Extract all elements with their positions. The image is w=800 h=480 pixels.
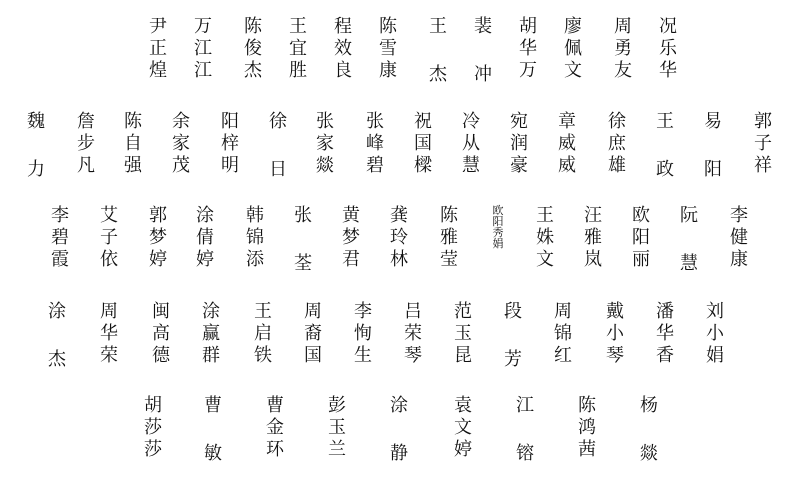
name-character: 龚 [390,205,408,226]
name-column [312,111,338,177]
name-column [750,111,776,177]
name-character: 荃 [294,253,312,274]
name-column [242,205,268,271]
name-character: 雅 [584,227,602,248]
name-column [350,301,376,367]
name-column [240,16,266,82]
name-column [436,205,462,271]
name-column [485,205,511,249]
name-character: 友 [614,60,632,81]
name-character: 荣 [404,323,422,344]
name-character: 子 [754,133,772,154]
name-character: 王 [254,301,272,322]
name-character: 胜 [289,60,307,81]
name-character: 峰 [366,133,384,154]
name-character: 欧 [492,204,504,217]
name-character: 汪 [584,205,602,226]
name-character: 王 [289,16,307,37]
name-character: 陈 [440,205,458,226]
name-character: 周 [614,16,632,37]
name-character: 张 [366,111,384,132]
name-character: 郭 [754,111,772,132]
name-character: 莎 [144,439,162,460]
name-character: 镕 [516,443,534,464]
name-character: 康 [730,249,748,270]
name-character: 袁 [454,395,472,416]
name-character: 高 [152,323,170,344]
name-character: 昆 [454,345,472,366]
name-character: 范 [454,301,472,322]
name-character: 华 [100,323,118,344]
name-character: 鸿 [578,417,596,438]
name-character: 杨 [640,395,658,416]
name-character: 佩 [564,38,582,59]
name-character: 国 [414,133,432,154]
name-character: 添 [246,249,264,270]
name-character: 健 [730,227,748,248]
name-column [44,301,70,371]
name-character: 玉 [454,323,472,344]
name-character: 尹 [149,16,167,37]
name-character: 明 [221,155,239,176]
name-column [655,16,681,82]
name-character: 环 [266,439,284,460]
name-column [285,16,311,82]
name-character: 吕 [404,301,422,322]
name-character: 慧 [462,155,480,176]
name-character: 魏 [27,111,45,132]
name-column [550,301,576,367]
name-column [628,205,654,271]
name-character: 杰 [244,60,262,81]
name-character: 慧 [680,253,698,274]
name-column [330,16,356,82]
name-character: 静 [390,443,408,464]
name-character: 陈 [124,111,142,132]
name-character: 阳 [492,215,504,228]
name-column [190,16,216,82]
name-column [386,395,412,465]
name-column [265,111,291,181]
name-character: 自 [124,133,142,154]
name-column [458,111,484,177]
name-character: 政 [656,159,674,180]
name-character: 生 [354,345,372,366]
name-character: 周 [304,301,322,322]
name-column [700,111,726,181]
name-column [726,205,752,271]
name-character: 祝 [414,111,432,132]
name-column [96,301,122,367]
name-column [450,301,476,367]
name-character: 家 [172,133,190,154]
name-character: 勇 [614,38,632,59]
name-character: 润 [510,133,528,154]
name-column [515,16,541,82]
name-character: 庶 [608,133,626,154]
name-character: 康 [379,60,397,81]
name-character: 力 [27,159,45,180]
name-character: 刘 [706,301,724,322]
name-character: 欧 [632,205,650,226]
name-character: 章 [558,111,576,132]
name-character: 程 [334,16,352,37]
name-character: 霞 [51,249,69,270]
name-character: 岚 [584,249,602,270]
name-column [410,111,436,177]
name-character: 效 [334,38,352,59]
name-character: 依 [100,249,118,270]
name-character: 徐 [269,111,287,132]
name-character: 金 [266,417,284,438]
name-character: 启 [254,323,272,344]
name-character: 家 [316,133,334,154]
name-character: 王 [656,111,674,132]
name-character: 娟 [706,345,724,366]
name-character: 荣 [100,345,118,366]
name-column [604,111,630,177]
name-character: 裴 [474,16,492,37]
name-column [386,205,412,271]
name-character: 宛 [510,111,528,132]
name-character: 涂 [48,301,66,322]
name-character: 良 [334,60,352,81]
name-character: 红 [554,345,572,366]
name-character: 芳 [504,349,522,370]
name-column [450,395,476,461]
name-column [324,395,350,461]
name-column [145,16,171,82]
name-character: 华 [519,38,537,59]
name-character: 子 [100,227,118,248]
name-character: 碧 [51,227,69,248]
name-character: 小 [706,323,724,344]
name-column [145,205,171,271]
name-character: 玲 [390,227,408,248]
name-character: 玉 [328,417,346,438]
name-character: 王 [536,205,554,226]
name-character: 阳 [221,111,239,132]
name-column [120,111,146,177]
name-character: 林 [390,249,408,270]
name-character: 华 [656,323,674,344]
name-character: 杰 [429,64,447,85]
name-character: 华 [659,60,677,81]
name-character: 凡 [77,155,95,176]
name-column [602,301,628,367]
name-character: 铁 [254,345,272,366]
name-character: 文 [454,417,472,438]
name-character: 张 [294,205,312,226]
name-character: 廖 [564,16,582,37]
name-column [262,395,288,461]
name-character: 兰 [328,439,346,460]
name-column [168,111,194,177]
name-character: 丽 [632,249,650,270]
name-character: 江 [194,60,212,81]
name-character: 雪 [379,38,397,59]
name-column [192,205,218,271]
name-character: 锦 [246,227,264,248]
name-column [362,111,388,177]
name-character: 燚 [316,155,334,176]
name-column [676,205,702,275]
name-character: 张 [316,111,334,132]
name-column [375,16,401,82]
name-character: 易 [704,111,722,132]
name-character: 婷 [196,249,214,270]
name-column [140,395,166,461]
name-character: 陈 [578,395,596,416]
name-column [425,16,451,86]
name-character: 宜 [289,38,307,59]
name-character: 琴 [404,345,422,366]
name-character: 秀 [492,226,504,239]
name-column [200,395,226,465]
name-character: 赢 [202,323,220,344]
name-character: 江 [194,38,212,59]
name-character: 梦 [149,227,167,248]
name-column [506,111,532,177]
name-character: 闽 [152,301,170,322]
name-character: 阳 [704,159,722,180]
name-character: 曹 [204,395,222,416]
name-character: 文 [564,60,582,81]
name-character: 李 [730,205,748,226]
name-character: 戴 [606,301,624,322]
name-character: 杰 [48,349,66,370]
name-character: 步 [77,133,95,154]
name-character: 碧 [366,155,384,176]
name-character: 锦 [554,323,572,344]
name-character: 俊 [244,38,262,59]
name-character: 万 [519,60,537,81]
name-column [532,205,558,271]
name-character: 煌 [149,60,167,81]
name-character: 雄 [608,155,626,176]
name-character: 德 [152,345,170,366]
name-character: 徐 [608,111,626,132]
name-character: 娟 [492,237,504,250]
name-character: 威 [558,155,576,176]
name-character: 从 [462,133,480,154]
name-column [198,301,224,367]
name-character: 彭 [328,395,346,416]
name-character: 樑 [414,155,432,176]
name-character: 艾 [100,205,118,226]
name-character: 冷 [462,111,480,132]
name-column [636,395,662,465]
name-character: 威 [558,133,576,154]
name-character: 詹 [77,111,95,132]
name-character: 涂 [202,301,220,322]
name-character: 群 [202,345,220,366]
name-column [574,395,600,461]
name-character: 黄 [342,205,360,226]
name-column [652,301,678,367]
name-column [554,111,580,177]
name-column [250,301,276,367]
name-character: 姝 [536,227,554,248]
name-character: 豪 [510,155,528,176]
name-character: 周 [100,301,118,322]
name-character: 茜 [578,439,596,460]
name-character: 王 [429,16,447,37]
name-character: 梓 [221,133,239,154]
name-column [23,111,49,181]
name-character: 燚 [640,443,658,464]
name-column [300,301,326,367]
name-character: 雅 [440,227,458,248]
name-character: 日 [269,159,287,180]
name-character: 涂 [196,205,214,226]
name-column [702,301,728,367]
name-column [338,205,364,271]
name-character: 段 [504,301,522,322]
name-column [500,301,526,371]
name-column [400,301,426,367]
name-character: 万 [194,16,212,37]
name-column [652,111,678,181]
name-column [217,111,243,177]
name-column [610,16,636,82]
name-character: 李 [354,301,372,322]
name-character: 潘 [656,301,674,322]
name-character: 胡 [519,16,537,37]
name-character: 江 [516,395,534,416]
name-column [96,205,122,271]
name-character: 正 [149,38,167,59]
name-character: 陈 [379,16,397,37]
name-column [47,205,73,271]
name-character: 国 [304,345,322,366]
name-character: 梦 [342,227,360,248]
name-character: 婷 [454,439,472,460]
name-character: 陈 [244,16,262,37]
name-column [73,111,99,177]
name-character: 茂 [172,155,190,176]
name-column [290,205,316,275]
name-character: 郭 [149,205,167,226]
name-character: 李 [51,205,69,226]
name-character: 莹 [440,249,458,270]
name-character: 周 [554,301,572,322]
name-character: 涂 [390,395,408,416]
name-character: 阮 [680,205,698,226]
name-column [512,395,538,465]
name-character: 恂 [354,323,372,344]
name-character: 阳 [632,227,650,248]
name-column [560,16,586,82]
name-character: 祥 [754,155,772,176]
name-column [148,301,174,367]
name-character: 余 [172,111,190,132]
name-column [580,205,606,271]
name-character: 文 [536,249,554,270]
name-character: 胡 [144,395,162,416]
name-character: 敏 [204,443,222,464]
name-character: 曹 [266,395,284,416]
name-character: 小 [606,323,624,344]
name-character: 乐 [659,38,677,59]
name-character: 莎 [144,417,162,438]
name-character: 裔 [304,323,322,344]
name-character: 琴 [606,345,624,366]
name-character: 强 [124,155,142,176]
name-column [470,16,496,86]
name-character: 君 [342,249,360,270]
name-character: 冲 [474,64,492,85]
name-character: 况 [659,16,677,37]
name-character: 韩 [246,205,264,226]
name-character: 倩 [196,227,214,248]
name-character: 婷 [149,249,167,270]
name-character: 香 [656,345,674,366]
